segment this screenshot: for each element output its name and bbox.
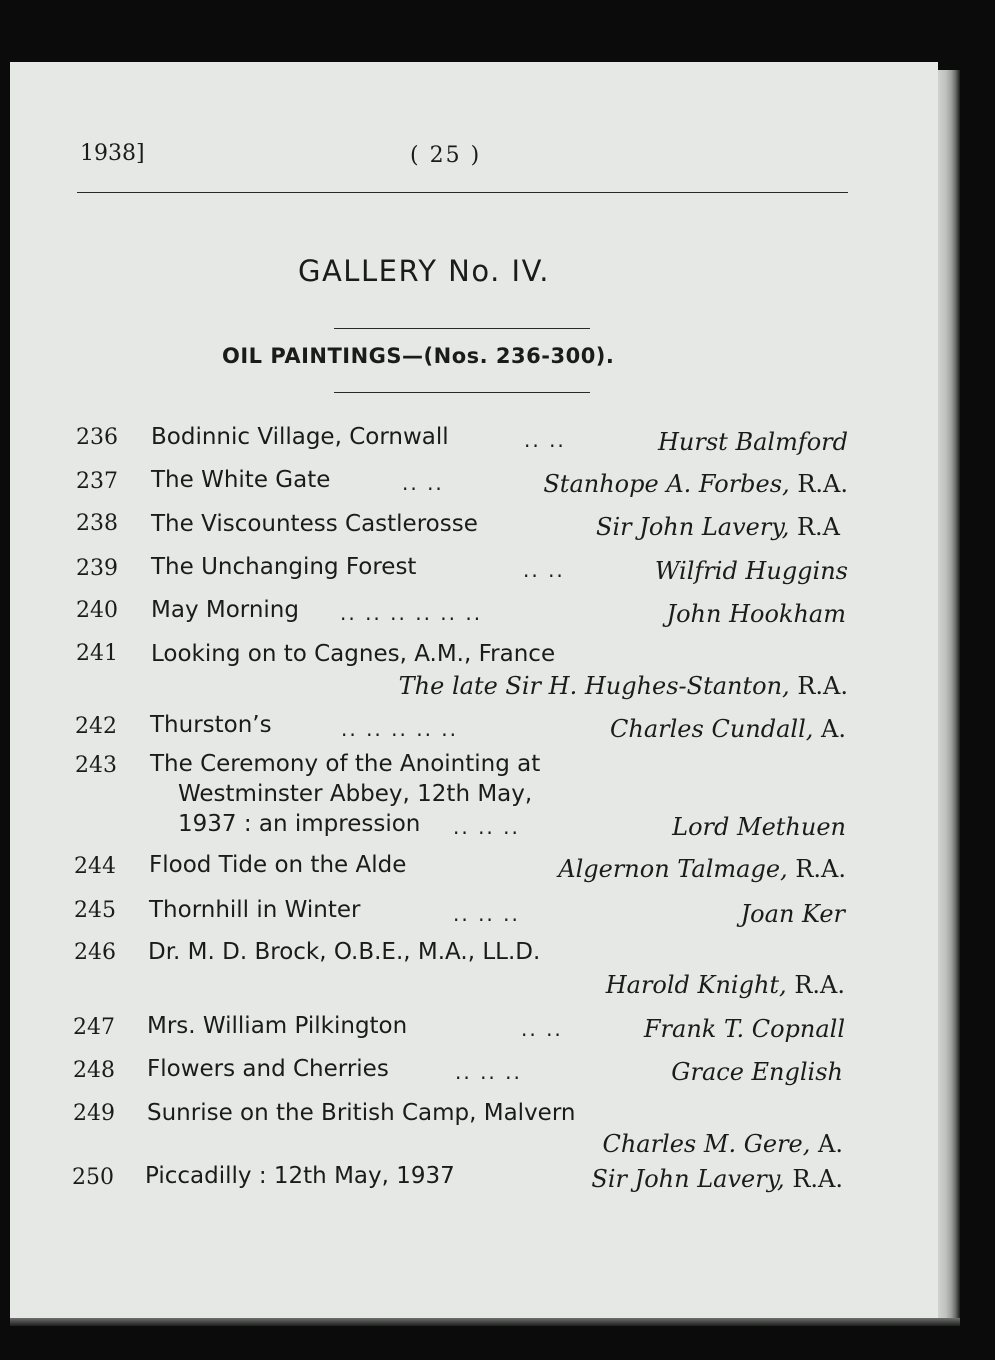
entry-title: Flowers and Cherries — [147, 1056, 389, 1082]
entry-number: 243 — [75, 753, 117, 778]
entry-number: 238 — [76, 511, 118, 536]
dot-leader: .. .. — [521, 1017, 563, 1041]
entry-title: Looking on to Cagnes, A.M., France — [151, 641, 556, 667]
entry-title: The Viscountess Castlerosse — [151, 511, 478, 537]
entry-number: 240 — [76, 598, 118, 623]
dot-leader: .. .. — [402, 471, 444, 495]
dot-leader: .. .. — [523, 558, 565, 582]
entry-artist: Joan Ker — [740, 900, 845, 928]
page-number: ( 25 ) — [410, 143, 482, 168]
running-head-year: 1938] — [80, 141, 145, 166]
entry-artist: Sir John Lavery, R.A — [596, 513, 840, 541]
entry-title: Dr. M. D. Brock, O.B.E., M.A., LL.D. — [148, 939, 541, 965]
entry-artist: Charles M. Gere, A. — [602, 1130, 843, 1158]
entry-artist: The late Sir H. Hughes-Stanton, R.A. — [398, 672, 848, 700]
dot-leader: .. .. .. — [453, 902, 520, 926]
entry-title: May Morning — [151, 597, 299, 623]
gallery-title: GALLERY No. IV. — [298, 254, 550, 288]
dot-leader: .. .. .. — [455, 1060, 522, 1084]
entry-title: The Unchanging Forest — [151, 554, 417, 580]
entry-number: 239 — [76, 556, 118, 581]
entry-title-line: The Ceremony of the Anointing at — [150, 751, 541, 777]
title-rule-lower — [334, 392, 590, 393]
entry-artist: Algernon Talmage, R.A. — [558, 855, 846, 883]
entry-number: 242 — [75, 714, 117, 739]
entry-title: Mrs. William Pilkington — [147, 1013, 408, 1039]
entry-artist: Stanhope A. Forbes, R.A. — [543, 470, 848, 498]
entry-artist: Sir John Lavery, R.A. — [591, 1165, 843, 1193]
entry-artist: Grace English — [671, 1058, 843, 1086]
dot-leader: .. .. — [524, 428, 566, 452]
page-bottom-edge — [10, 1318, 960, 1326]
entry-number: 246 — [74, 940, 116, 965]
entry-title: Thornhill in Winter — [149, 897, 361, 923]
entry-artist: Hurst Balmford — [658, 428, 848, 456]
title-rule-upper — [334, 328, 590, 329]
entry-title: Thurston’s — [150, 712, 272, 738]
entry-number: 247 — [73, 1015, 115, 1040]
entry-number: 248 — [73, 1058, 115, 1083]
entry-title: The White Gate — [151, 467, 331, 493]
entry-title: Piccadilly : 12th May, 1937 — [145, 1163, 455, 1189]
entry-title-line: Westminster Abbey, 12th May, — [178, 781, 533, 807]
entry-artist: John Hookham — [666, 600, 846, 628]
entry-title: Bodinnic Village, Cornwall — [151, 424, 449, 450]
entry-number: 241 — [76, 641, 118, 666]
entry-number: 237 — [76, 469, 118, 494]
entry-artist: Charles Cundall, A. — [610, 715, 846, 743]
page-edge — [938, 70, 960, 1320]
dot-leader: .. .. .. — [453, 815, 520, 839]
entry-title: Flood Tide on the Alde — [149, 852, 407, 878]
entry-artist: Lord Methuen — [672, 813, 846, 841]
entry-title-line: 1937 : an impression — [178, 811, 421, 837]
entry-artist: Frank T. Copnall — [643, 1015, 845, 1043]
dot-leader: .. .. .. .. .. — [341, 717, 459, 741]
entry-number: 250 — [72, 1165, 114, 1190]
section-heading: OIL PAINTINGS—(Nos. 236-300). — [222, 344, 615, 368]
entry-number: 249 — [73, 1101, 115, 1126]
header-rule — [77, 192, 848, 193]
entry-number: 245 — [74, 898, 116, 923]
entry-artist: Wilfrid Huggins — [654, 557, 848, 585]
entry-number: 236 — [76, 425, 118, 450]
dot-leader: .. .. .. .. .. .. — [340, 601, 483, 625]
entry-number: 244 — [74, 854, 116, 879]
entry-artist: Harold Knight, R.A. — [605, 971, 845, 999]
entry-title: Sunrise on the British Camp, Malvern — [147, 1100, 576, 1126]
